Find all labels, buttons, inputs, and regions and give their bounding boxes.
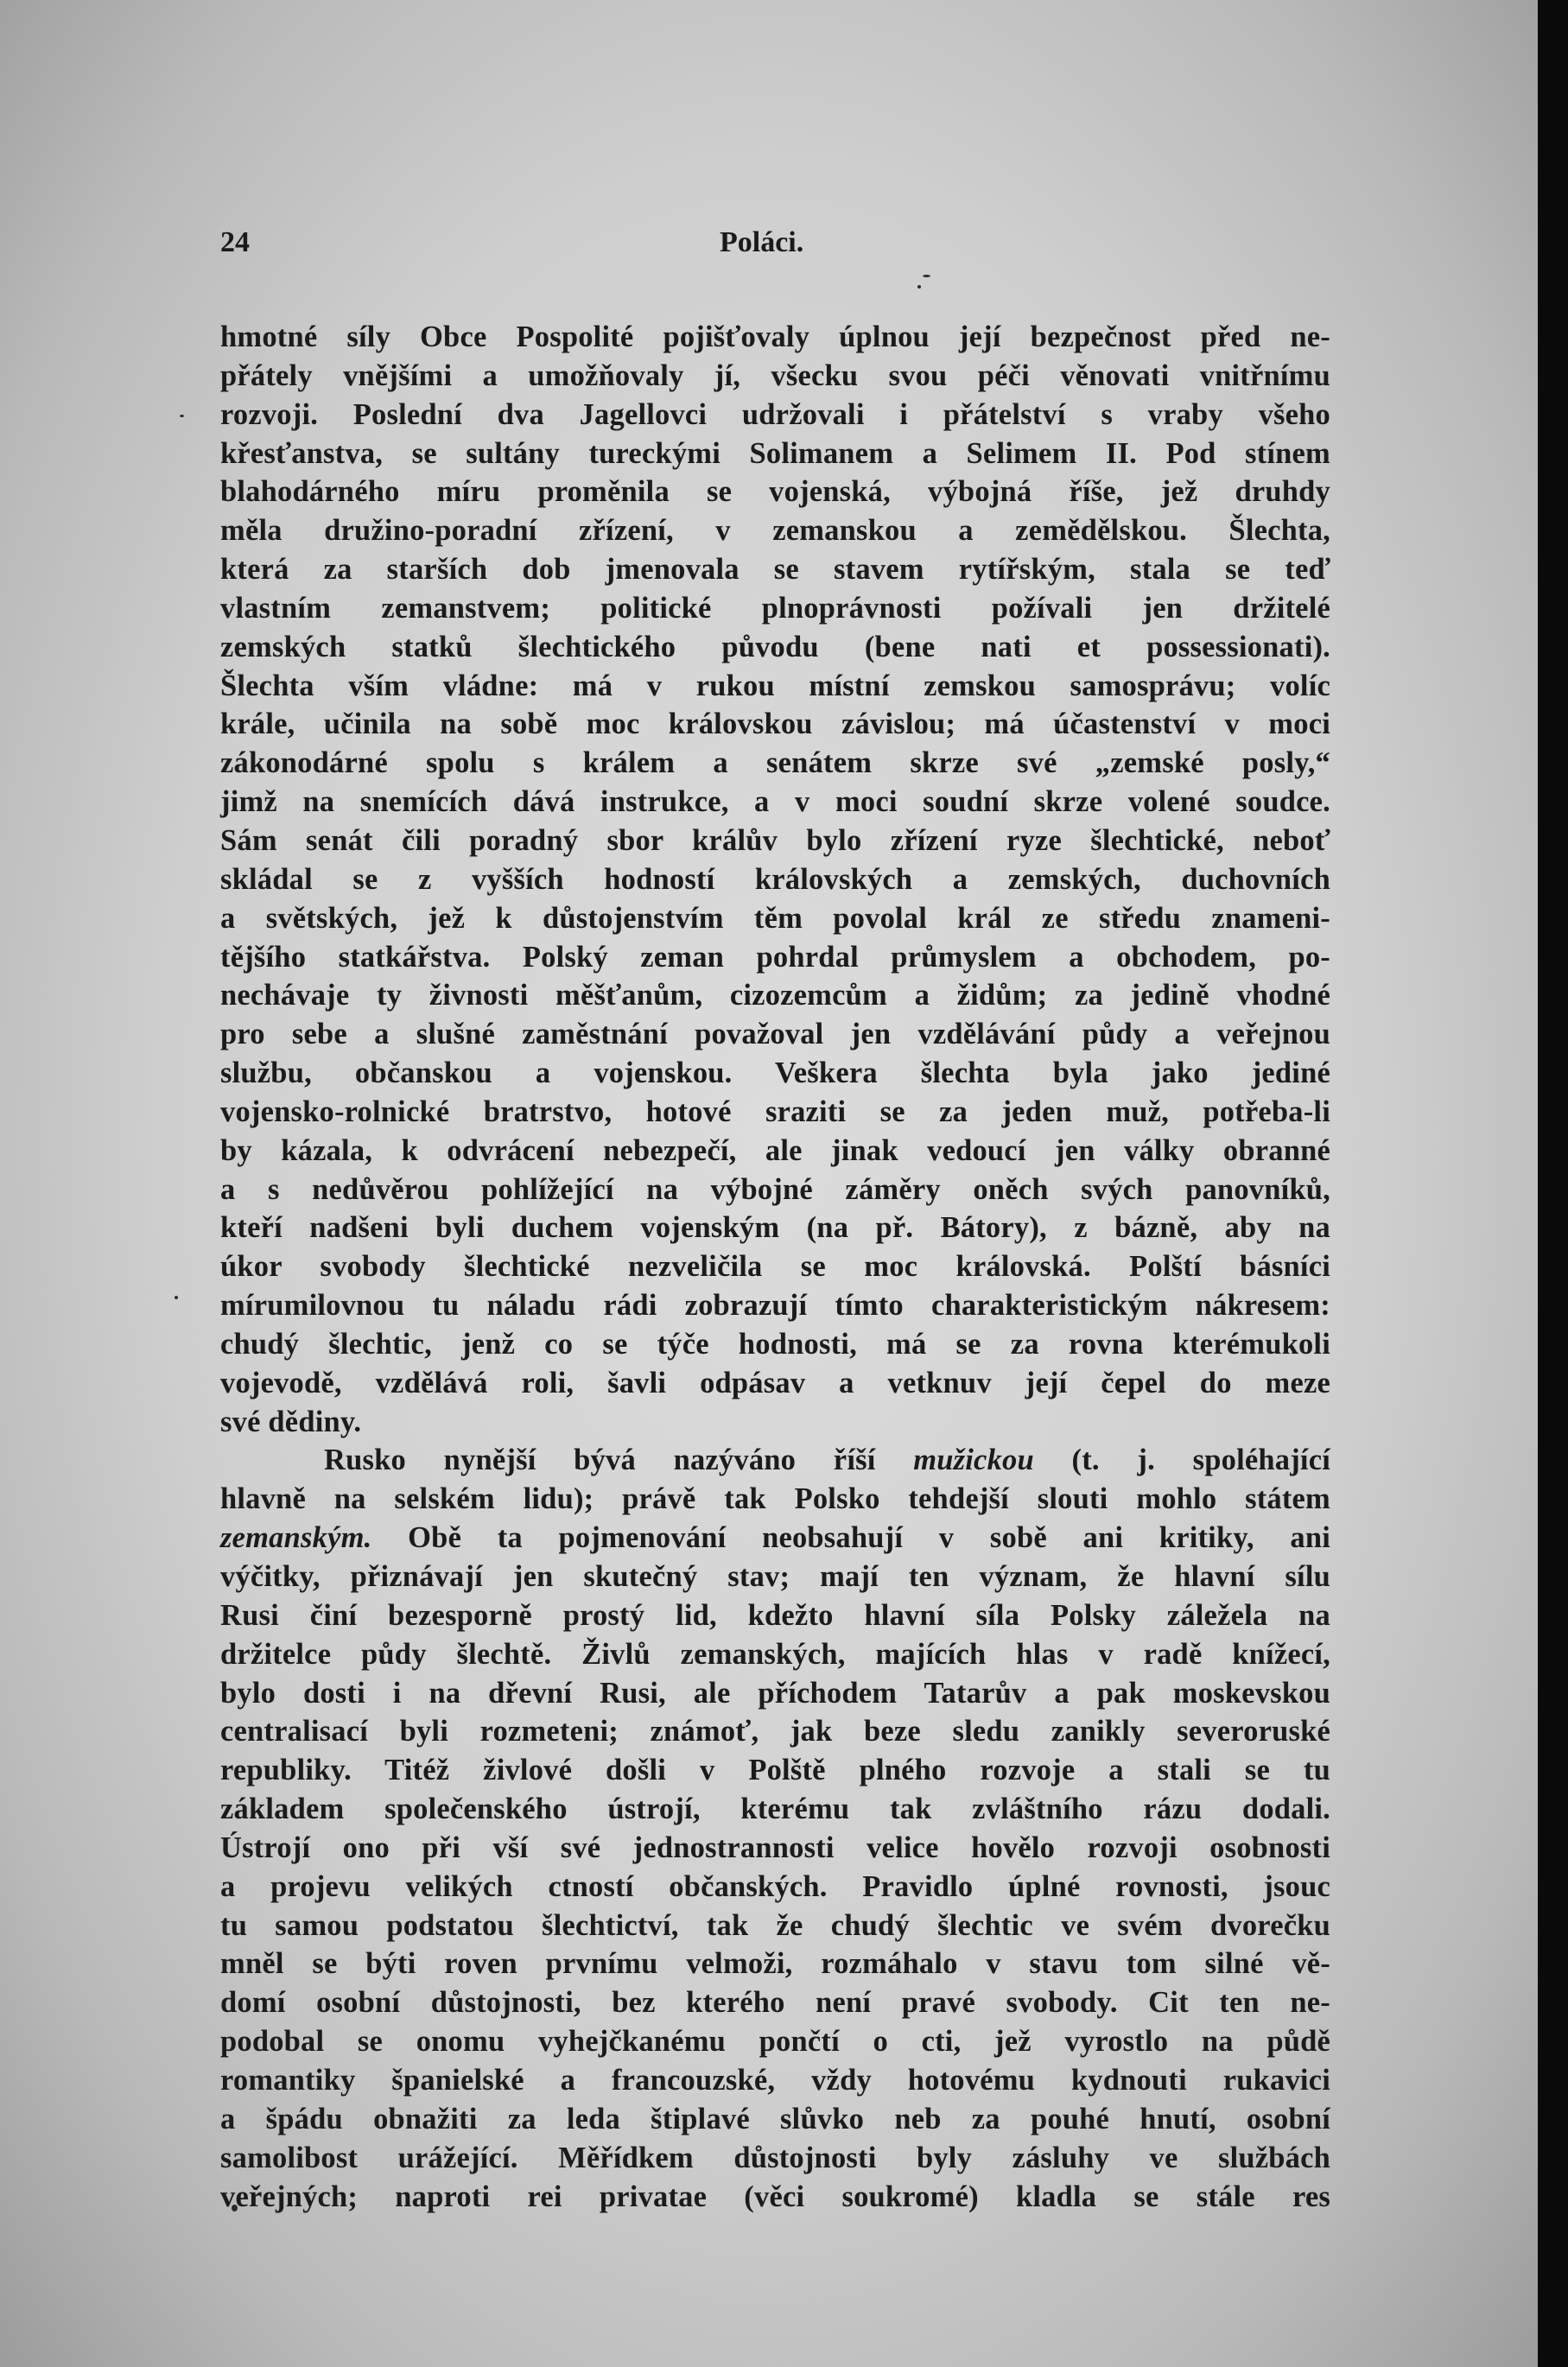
text-line: hmotné síly Obce Pospolité pojišťovaly úplnou její bezpečnost před ne- bbox=[220, 320, 1330, 353]
paper-speck bbox=[175, 1296, 178, 1299]
text-line: zákonodárné spolu s králem a senátem skrze své „zemské posly,“ bbox=[220, 746, 1330, 780]
text-line: své dědiny. bbox=[220, 1405, 362, 1438]
text-line: vlastním zemanstvem; politické plnoprávnosti požívali jen držitelé bbox=[220, 591, 1330, 625]
text-line: by kázala, k odvrácení nebezpečí, ale jinak vedoucí jen války obranné bbox=[220, 1133, 1330, 1167]
text-line: tějšího statkářstva. Polský zeman pohrdal průmyslem a obchodem, po- bbox=[220, 940, 1330, 974]
paragraph-2-first-line bbox=[220, 1441, 1330, 1480]
text-line: skládal se z vyšších hodností královských a zemských, duchovních bbox=[220, 862, 1330, 896]
text-line: úkor svobody šlechtické nezveličila se moc královská. Polští básníci bbox=[220, 1250, 1330, 1284]
text-line: Šlechta vším vládne: má v rukou místní zemskou samosprávu; volíc bbox=[220, 669, 1330, 702]
text-line: a s nedůvěrou pohlížející na výbojné záměry oněch svých panovníků, bbox=[220, 1172, 1330, 1206]
text-line: pro sebe a slušné zaměstnání považoval jen vzdělávání půdy a veřejnou bbox=[220, 1018, 1330, 1051]
page-number: 24 bbox=[220, 226, 250, 258]
text-line: kteří nadšeni byli duchem vojenským (na př. Bátory), z bázně, aby na bbox=[220, 1211, 1330, 1245]
text-line: republiky. Titéž živlové došli v Polště plného rozvoje a stali se tu bbox=[220, 1754, 1330, 1787]
text-line: tu samou podstatou šlechtictví, tak že chudý šlechtic ve svém dvorečku bbox=[220, 1908, 1330, 1942]
paper-speck bbox=[180, 415, 184, 417]
text-line: domí osobní důstojnosti, bez kterého není pravé svobody. Cit ten ne- bbox=[220, 1986, 1330, 2020]
text-line: podobal se onomu vyhejčkanému pončtí o cti, jež vyrostlo na půdě bbox=[220, 2025, 1330, 2059]
running-title: Poláci. bbox=[720, 226, 804, 258]
text-line: vojensko-rolnické bratrstvo, hotové sraziti se za jeden muž, potřeba-li bbox=[220, 1095, 1330, 1128]
text-line: Sám senát čili poradný sbor králův bylo zřízení ryze šlechtické, neboť bbox=[220, 823, 1330, 857]
text-line: veřejných; naproti rei privatae (věci soukromé) kladla se stále res bbox=[220, 2180, 1330, 2213]
text-line: mněl se býti roven prvnímu velmoži, rozmáhalo v stavu tom silné vě- bbox=[220, 1947, 1330, 1981]
text-line: nechávaje ty živnosti měšťanům, cizozemcům a židům; za jedině vhodné bbox=[220, 979, 1330, 1012]
paper-speck bbox=[917, 285, 921, 289]
text-span: Rusko nynější bývá nazýváno říší bbox=[324, 1444, 876, 1477]
text-line: a špádu obnažiti za leda štiplavé slůvko neb za pouhé hnutí, osobní bbox=[220, 2102, 1330, 2135]
text-span: (t. j. spoléhající bbox=[1071, 1444, 1330, 1477]
text-line: a světských, jež k důstojenstvím těm povolal král ze středu znameni- bbox=[220, 901, 1330, 935]
text-line: která za starších dob jmenovala se stavem rytířským, stala se teď bbox=[220, 553, 1330, 587]
text-line: mírumilovnou tu náladu rádi zobrazují tímto charakteristickým nákresem: bbox=[220, 1289, 1330, 1323]
text-line: vojevodě, vzdělává roli, šavli odpásav a vetknuv její čepel do meze bbox=[220, 1366, 1330, 1399]
text-line: chudý šlechtic, jenž co se týče hodnosti, má se za rovna kterémukoli bbox=[220, 1327, 1330, 1361]
text-line: samolibost urážející. Měřídkem důstojnosti byly zásluhy ve službách bbox=[220, 2141, 1330, 2174]
text-line: základem společenského ústrojí, kterému tak zvláštního rázu dodali. bbox=[220, 1793, 1330, 1826]
text-span: Obě ta pojmenování neobsahují v sobě ani kritiky, ani bbox=[408, 1521, 1331, 1555]
text-line: a projevu velikých ctností občanských. Pravidlo úplné rovnosti, jsouc bbox=[220, 1869, 1330, 1903]
body-text bbox=[220, 318, 1330, 2216]
text-line: rozvoji. Poslední dva Jagellovci udržovali i přátelství s vraby všeho bbox=[220, 397, 1330, 431]
page-header bbox=[220, 226, 1330, 278]
text-line: bylo dosti i na dřevní Rusi, ale příchodem Tatarův a pak moskevskou bbox=[220, 1676, 1330, 1710]
text-line: zemských statků šlechtického původu (bene nati et possessionati). bbox=[220, 630, 1330, 663]
scan-border bbox=[1538, 0, 1568, 2367]
emphasis: zemanským. bbox=[220, 1521, 372, 1555]
text-line: křesťanstva, se sultány tureckými Solimanem a Selimem II. Pod stínem bbox=[220, 436, 1330, 470]
text-line: výčitky, přiznávají jen skutečný stav; mají ten význam, že hlavní sílu bbox=[220, 1560, 1330, 1593]
text-line: službu, občanskou a vojenskou. Veškera šlechta byla jako jediné bbox=[220, 1057, 1330, 1090]
text-line: hlavně na selském lidu); právě tak Polsko tehdejší slouti mohlo státem bbox=[220, 1482, 1330, 1516]
text-line: Rusi činí bezesporně prostý lid, kdežto hlavní síla Polsky záležela na bbox=[220, 1598, 1330, 1632]
text-line: držitelce půdy šlechtě. Živlů zemanských, majících hlas v radě knížecí, bbox=[220, 1637, 1330, 1671]
emphasis: mužickou bbox=[913, 1444, 1034, 1477]
text-line: měla družino-poradní zřízení, v zemanskou a zemědělskou. Šlechta, bbox=[220, 514, 1330, 548]
text-line: centralisací byli rozmeteni; známoť, jak beze sledu zanikly severoruské bbox=[220, 1715, 1330, 1748]
text-line: krále, učinila na sobě moc královskou závislou; má účastenství v moci bbox=[220, 708, 1330, 741]
text-line: blahodárného míru proměnila se vojenská, výbojná říše, jež druhdy bbox=[220, 475, 1330, 509]
text-line bbox=[220, 1519, 1330, 1558]
text-line: jimž na snemících dává instrukce, a v moci soudní skrze volené soudce. bbox=[220, 785, 1330, 819]
text-line: romantiky španielské a francouzské, vždy hotovému kydnouti rukavici bbox=[220, 2063, 1330, 2097]
text-line: Ústrojí ono při vší své jednostrannosti velice hovělo rozvoji osobnosti bbox=[220, 1831, 1330, 1864]
text-line: přátely vnějšími a umožňovaly jí, všecku svou péči věnovati vnitřnímu bbox=[220, 359, 1330, 392]
